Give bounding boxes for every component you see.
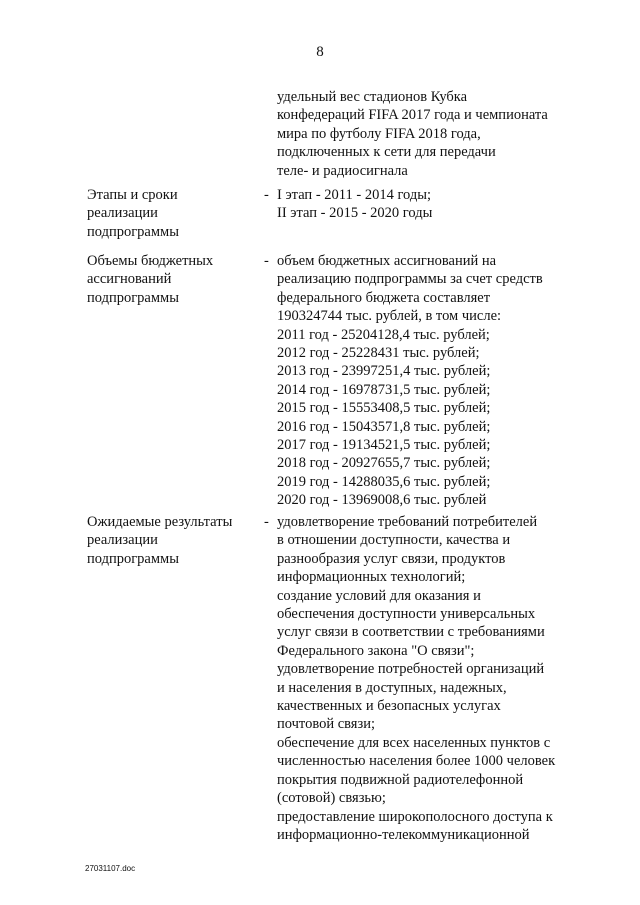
label-line: реализации xyxy=(87,205,158,222)
label-line: подпрограммы xyxy=(87,550,179,567)
text-line: в отношении доступности, качества и xyxy=(277,532,511,549)
text-line: федерального бюджета составляет xyxy=(277,289,491,306)
text-line: удовлетворение потребностей организаций xyxy=(277,661,545,678)
text-line: (сотовой) связью; xyxy=(277,790,386,807)
text-line: обеспечение для всех населенных пунктов с xyxy=(277,734,551,751)
label-line: Объемы бюджетных xyxy=(87,253,214,269)
text-line: 190324744 тыс. рублей, в том числе: xyxy=(277,308,502,325)
text-line: 2013 год - 23997251,4 тыс. рублей; xyxy=(277,363,491,380)
text-line: обеспечения доступности универсальных xyxy=(277,606,536,623)
text-line: численностью населения более 1000 человек xyxy=(277,753,556,770)
text-line: информационно-телекоммуникационной xyxy=(277,826,530,843)
text-line: 2017 год - 19134521,5 тыс. рублей; xyxy=(277,437,491,454)
text-line: I этап - 2011 - 2014 годы; xyxy=(277,187,432,203)
text-line: информационных технологий; xyxy=(277,569,466,586)
section-text-stages xyxy=(277,186,432,223)
text-line: 2018 год - 20927655,7 тыс. рублей; xyxy=(277,455,491,472)
text-line: разнообразия услуг связи, продуктов xyxy=(277,550,506,567)
text-line: создание условий для оказания и xyxy=(277,587,481,604)
page-number: 8 xyxy=(316,44,324,60)
section-label-results xyxy=(87,513,232,568)
text-line: мира по футболу FIFA 2018 года, xyxy=(277,125,481,142)
text-line: почтовой связи; xyxy=(277,716,375,733)
text-line: предоставление широкополосного доступа к xyxy=(277,808,553,825)
footer-filename: 27031107.doc xyxy=(85,864,136,873)
section-label-stages xyxy=(87,186,179,241)
label-line: подпрограммы xyxy=(87,289,179,306)
text-line: реализацию подпрограммы за счет средств xyxy=(277,271,543,288)
dash-marker: - xyxy=(264,187,269,203)
text-line: 2020 год - 13969008,6 тыс. рублей xyxy=(277,492,487,509)
text-line: теле- и радиосигнала xyxy=(277,162,408,179)
dash-marker: - xyxy=(264,514,269,530)
label-line: Этапы и сроки xyxy=(87,187,178,203)
dash-marker: - xyxy=(264,253,269,269)
text-line: 2012 год - 25228431 тыс. рублей; xyxy=(277,345,480,362)
text-line: II этап - 2015 - 2020 годы xyxy=(277,205,433,222)
text-line: объем бюджетных ассигнований на xyxy=(277,253,497,269)
text-line: 2014 год - 16978731,5 тыс. рублей; xyxy=(277,381,491,398)
section-text-budget xyxy=(277,252,543,510)
label-line: реализации xyxy=(87,532,158,549)
text-line: 2016 год - 15043571,8 тыс. рублей; xyxy=(277,418,491,435)
text-line: и населения в доступных, надежных, xyxy=(277,679,507,696)
text-line: удельный вес стадионов Кубка xyxy=(277,89,468,105)
text-line: 2011 год - 25204128,4 тыс. рублей; xyxy=(277,326,490,343)
text-line: Федерального закона "О связи"; xyxy=(277,642,475,659)
section-text-results xyxy=(277,513,555,844)
text-line: 2015 год - 15553408,5 тыс. рублей; xyxy=(277,400,491,417)
top-continuation-text xyxy=(277,88,548,180)
text-line: услуг связи в соответствии с требованиями xyxy=(277,624,545,641)
text-line: удовлетворение требований потребителей xyxy=(277,514,538,530)
label-line: ассигнований xyxy=(87,271,172,288)
text-line: конфедераций FIFA 2017 года и чемпионата xyxy=(277,107,548,124)
text-line: 2019 год - 14288035,6 тыс. рублей; xyxy=(277,473,491,490)
text-line: качественных и безопасных услугах xyxy=(277,698,501,715)
text-line: покрытия подвижной радиотелефонной xyxy=(277,771,524,788)
text-line: подключенных к сети для передачи xyxy=(277,144,496,161)
section-label-budget xyxy=(87,252,213,307)
label-line: подпрограммы xyxy=(87,223,179,240)
label-line: Ожидаемые результаты xyxy=(87,514,233,530)
